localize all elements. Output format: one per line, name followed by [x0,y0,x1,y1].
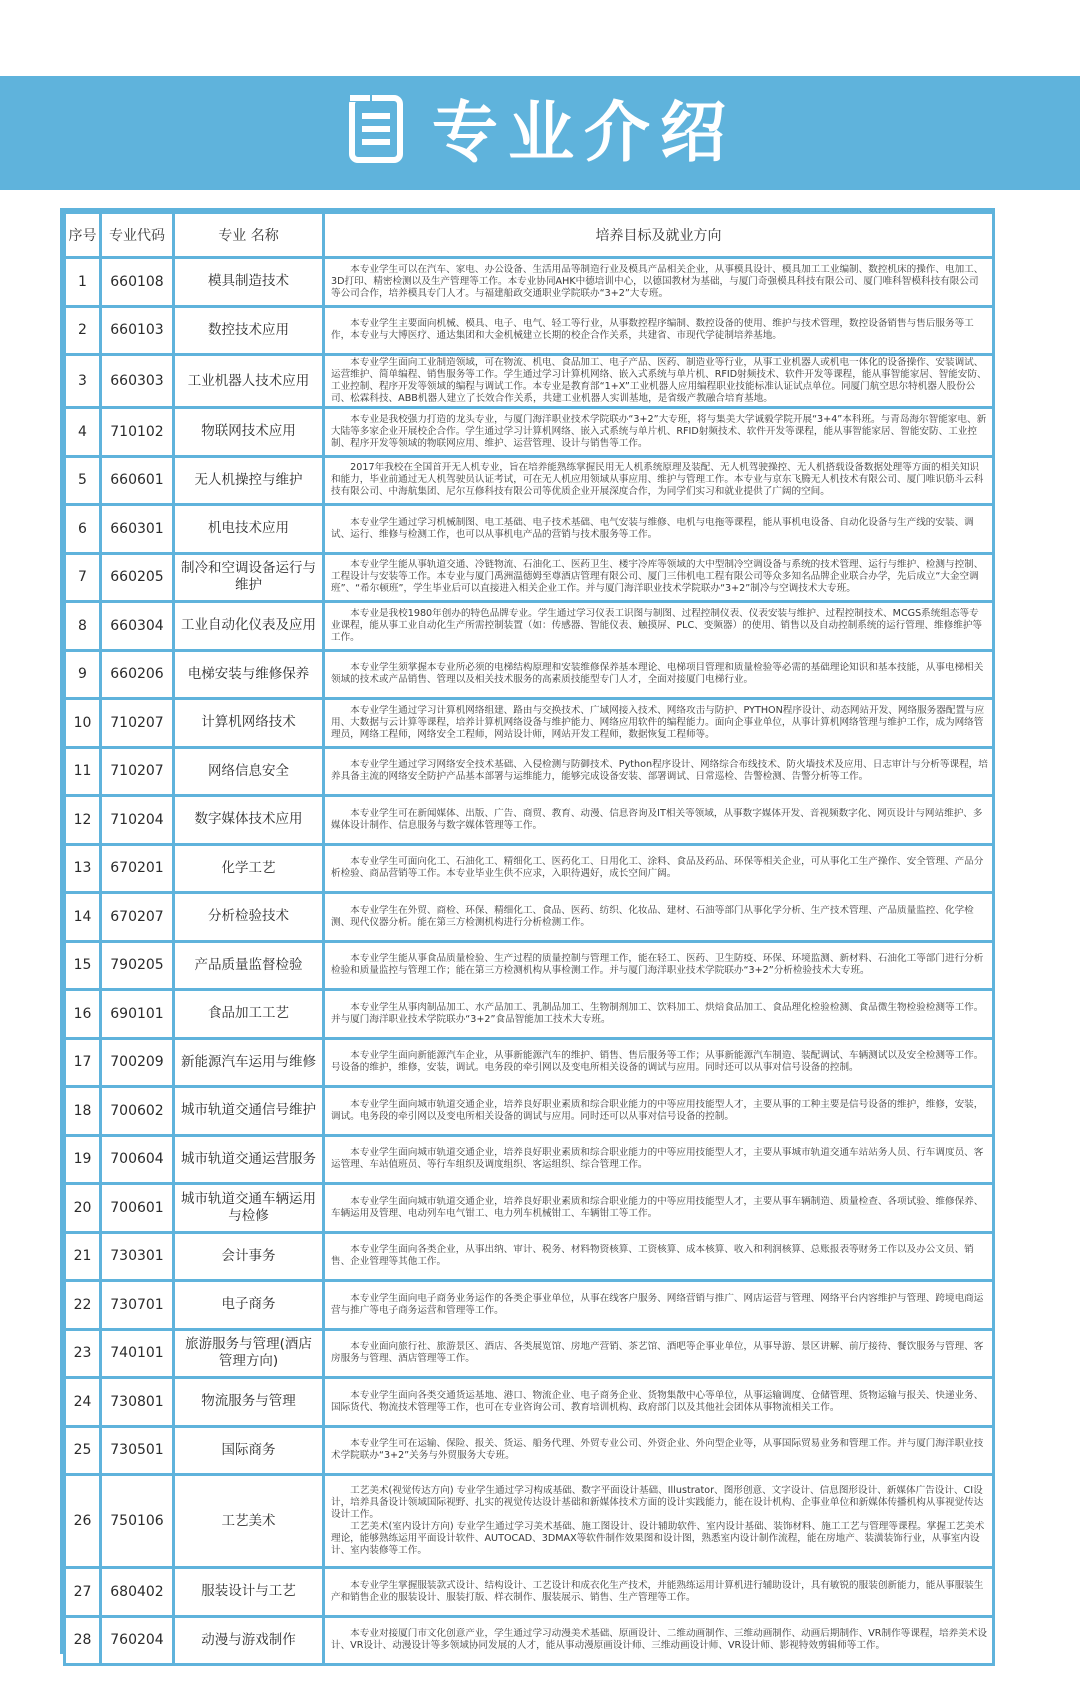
major-code: 790205 [101,941,174,990]
row-number: 27 [65,1568,101,1617]
major-name: 数字媒体技术应用 [174,796,324,845]
document-list-icon [348,92,412,168]
row-number: 7 [65,553,101,602]
row-number: 14 [65,893,101,942]
major-description: 本专业学生在外贸、商检、环保、精细化工、食品、医药、纺织、化妆品、建材、石油等部门从事化学分析、生产技术管理、产品质量监控、化学检测、现代仪器分析。能在第三方检测机构进行分析检测工作。 [324,893,994,942]
row-number: 3 [65,355,101,408]
major-code: 730501 [101,1426,174,1475]
major-name: 物联网技术应用 [174,408,324,457]
table-row [65,553,994,602]
row-number: 2 [65,306,101,355]
major-description: 2017年我校在全国首开无人机专业，旨在培养能熟练掌握民用无人机系统原理及装配、无人机驾驶操控、无人机搭载设备数据处理等方面的相关知识和能力，毕业前通过无人机驾驶员认证考试，可在无人机应用领域从事应用、维护与管理工作。本专业与京东飞腾无人机技术有限公司、厦门唯识筋斗云科技有限公司、中海航集团、尼尔互修科技有限公司等优质企业开展深度合作，为同学们实习和就业提供了广阔的空间。 [324,456,994,505]
major-description: 本专业学生面向城市轨道交通企业，培养良好职业素质和综合职业能力的中等应用技能型人才，主要从事城市轨道交通车站站务人员、行车调度员、客运管理、车站值班员、等行车组织及调度组织、客运组织、综合管理工作。 [324,1135,994,1184]
major-code: 660108 [101,258,174,307]
row-number: 23 [65,1329,101,1378]
table-row [65,1232,994,1281]
major-description: 本专业对接厦门市文化创意产业，学生通过学习动漫美术基础、原画设计、二维动画制作、三维动画制作、动画后期制作、VR制作等课程，培养美术设计、VR设计、动漫设计等多领域协同发展的人才，能从事动漫原画设计师、三维动画设计师、VR设计师、影视特效剪辑师等工作。 [324,1616,994,1665]
table-row [65,456,994,505]
major-code: 700604 [101,1135,174,1184]
major-description: 本专业学生可以在汽车、家电、办公设备、生活用品等制造行业及模具产品相关企业，从事模具设计、模具加工工业编制、数控机床的操作、电加工、3D打印、精密检测以及生产管理等工作。本专业协同AHK中德培训中心，以德国教材为基础，与厦门奇强模具科技有限公司、厦门唯科智模科技有限公司等公司合作，培养模具专门人才。与福建船政交通职业学院联办“3+2”大专班。 [324,258,994,307]
major-code: 740101 [101,1329,174,1378]
major-name: 物流服务与管理 [174,1378,324,1427]
major-description: 本专业学生通过学习网络安全技术基础、入侵检测与防御技术、Python程序设计、网络综合布线技术、防火墙技术及应用、日志审计与分析等课程，培养具备主流的网络安全防护产品基本部署与运维能力，能够完成设备安装、部署调试、日常巡检、告警检测、告警分析等工作。 [324,747,994,796]
major-description: 本专业学生面向电子商务业务运作的各类企事业单位，从事在线客户服务、网络营销与推广、网店运营与管理、网络平台内容维护与管理、跨境电商运营与推广等电子商务运营和管理等工作。 [324,1281,994,1330]
table-row [65,1281,994,1330]
row-number: 9 [65,650,101,699]
table-row [65,1378,994,1427]
major-description: 本专业是我校1980年创办的特色品牌专业。学生通过学习仪表工识图与制图、过程控制仪表、仪表安装与维护、过程控制技术、MCGS系统组态等专业课程，能从事工业自动化生产所需控制装置（如：传感器、智能仪表、触摸屏、PLC、变频器）的使用、销售以及自动控制系统的运行管理、维修维护等工作。 [324,602,994,651]
major-name: 数控技术应用 [174,306,324,355]
major-name: 化学工艺 [174,844,324,893]
major-description: 工艺美术(视觉传达方向) 专业学生通过学习构成基础、数字平面设计基础、Illustrator、图形创意、文字设计、信息图形设计、新媒体广告设计、CI设计，培养具备设计领域国际视野、扎实的视觉传达设计基础和新媒体技术方面的设计实践能力，能在设计机构、企事业单位和新媒体传播机构从事视觉传达设计工作。 工艺美术(室内设计方向) 专业学生通过学习美术基础、施工图设计、设计辅助软件、室内设计基础、装饰材料、施工工艺与管理等课程。掌握工艺美术理论，能够熟练运用平面设计软件、AUTOCAD、3DMAX等软件制作效果图和设计图，熟悉室内设计制作流程，能在房地产、装潢装饰行业，从事室内设计、室内装修等工作。 [324,1475,994,1568]
row-number: 28 [65,1616,101,1665]
major-description: 本专业面向旅行社、旅游景区、酒店、各类展览馆、房地产营销、茶艺馆、酒吧等企事业单位，从事导游、景区讲解、前厅接待、餐饮服务与管理、客房服务与管理、酒店管理等工作。 [324,1329,994,1378]
table-row [65,1087,994,1136]
table-row [65,1329,994,1378]
major-description: 本专业学生面向新能源汽车企业，从事新能源汽车的维护、销售、售后服务等工作；从事新能源汽车制造、装配调试、车辆测试以及安全检测等工作。号设备的维护，维修，安装，调试。电务段的牵引网以及变电所相关设备的调试与应用。同时还可以从事对信号设备的控制。 [324,1038,994,1087]
major-name: 电梯安装与维修保养 [174,650,324,699]
major-name: 国际商务 [174,1426,324,1475]
table-row [65,408,994,457]
major-code: 660303 [101,355,174,408]
major-table [60,208,995,1654]
major-code: 660601 [101,456,174,505]
major-description: 本专业学生从事肉制品加工、水产品加工、乳制品加工、生物制剂加工、饮料加工、烘焙食品加工、食品理化检验检测、食品微生物检验检测等工作。并与厦门海洋职业技术学院联办“3+2”食品智能加工技术大专班。 [324,990,994,1039]
table-row [65,1135,994,1184]
major-name: 电子商务 [174,1281,324,1330]
major-code: 670207 [101,893,174,942]
major-code: 660206 [101,650,174,699]
major-description: 本专业学生可在新闻媒体、出版、广告、商贸、教育、动漫、信息咨询及IT相关等领域，从事数字媒体开发、音视频数字化、网页设计与网站维护、多媒体设计制作、信息服务与数字媒体管理等工作。 [324,796,994,845]
row-number: 20 [65,1184,101,1233]
major-description: 本专业学生能从事轨道交通、冷链物流、石油化工、医药卫生、楼宇冷库等领域的大中型制冷空调设备与系统的技术管理、运行与维护、检测与控制、工程设计与安装等工作。本专业与厦门禹洲温德姆至尊酒店管理有限公司、厦门三伟机电工程有限公司等众多知名品牌企业联合办学，先后成立“大金空调班”、“希尔顿班”，学生毕业后可以直接进入相关企业工作。并与厦门海洋职业技术学院联办“3+2”制冷与空调技术大专班。 [324,553,994,602]
major-name: 城市轨道交通运营服务 [174,1135,324,1184]
major-name: 计算机网络技术 [174,699,324,748]
major-description: 本专业学生面向城市轨道交通企业，培养良好职业素质和综合职业能力的中等应用技能型人才，主要从事车辆制造、质量检查、各项试验、维修保养、车辆运用及管理、电动列车电气钳工、电力列车机械钳工、车辆钳工等工作。 [324,1184,994,1233]
major-name: 模具制造技术 [174,258,324,307]
row-number: 19 [65,1135,101,1184]
table-row [65,990,994,1039]
table-row [65,1038,994,1087]
row-number: 5 [65,456,101,505]
major-code: 710102 [101,408,174,457]
major-description: 本专业学生可面向化工、石油化工、精细化工、医药化工、日用化工、涂料、食品及药品、环保等相关企业，可从事化工生产操作、安全管理、产品分析检验、商品营销等工作。本专业毕业生供不应求，入职待遇好，成长空间广阔。 [324,844,994,893]
major-name: 机电技术应用 [174,505,324,554]
table-row [65,1426,994,1475]
major-code: 660301 [101,505,174,554]
row-number: 11 [65,747,101,796]
major-name: 城市轨道交通车辆运用与检修 [174,1184,324,1233]
table-row [65,844,994,893]
major-description: 本专业学生面向各类交通货运基地、港口、物流企业、电子商务企业、货物集散中心等单位，从事运输调度、仓储管理、货物运输与报关、快递业务、国际货代、物流技术管理等工作，也可在专业咨询公司、教育培训机构、政府部门以及其他社会团体从事物流相关工作。 [324,1378,994,1427]
major-code: 660304 [101,602,174,651]
row-number: 6 [65,505,101,554]
major-code: 730701 [101,1281,174,1330]
row-number: 25 [65,1426,101,1475]
major-name: 会计事务 [174,1232,324,1281]
major-name: 新能源汽车运用与维修 [174,1038,324,1087]
major-code: 750106 [101,1475,174,1568]
col-header-no: 序号 [65,213,101,258]
table-row [65,1475,994,1568]
major-name: 工业自动化仪表及应用 [174,602,324,651]
table-row [65,747,994,796]
table-row [65,796,994,845]
table-row [65,258,994,307]
major-description: 本专业学生主要面向机械、模具、电子、电气、轻工等行业，从事数控程序编制、数控设备的使用、维护与技术管理，数控设备销售与售后服务等工作，本专业与大博医疗、通达集团和大金机械建立长期的校企合作关系，共建省、市现代学徒制培养基地。 [324,306,994,355]
row-number: 17 [65,1038,101,1087]
table-row [65,893,994,942]
major-description: 本专业学生通过学习计算机网络组建、路由与交换技术、广域网接入技术、网络攻击与防护、PYTHON程序设计、动态网站开发、网络服务器配置与应用、大数据与云计算等课程，培养计算机网络设备与维护能力、网络应用软件的编程能力。面向企事业单位，从事计算机网络管理与维护工作，成为网络管理员，网络工程师，网络安全工程师，网站设计师，网站开发工程师，数据恢复工程师等。 [324,699,994,748]
col-header-code: 专业代码 [101,213,174,258]
major-code: 700602 [101,1087,174,1136]
major-description: 本专业学生面向城市轨道交通企业，培养良好职业素质和综合职业能力的中等应用技能型人才，主要从事的工种主要是信号设备的维护，维修，安装，调试。电务段的牵引网以及变电所相关设备的调试与应用。同时还可以从事对信号设备的控制。 [324,1087,994,1136]
major-code: 670201 [101,844,174,893]
table-row [65,306,994,355]
row-number: 13 [65,844,101,893]
row-number: 16 [65,990,101,1039]
major-code: 710207 [101,699,174,748]
table-row [65,1616,994,1665]
major-code: 730801 [101,1378,174,1427]
table-row [65,1184,994,1233]
major-description: 本专业学生面向工业制造领域，可在物流、机电、食品加工、电子产品、医药、制造业等行业，从事工业机器人或机电一体化的设备操作、安装调试、运营维护、简单编程、销售服务等工作。学生通过学习计算机网络、嵌入式系统与单片机、RFID射频技术、软件开发等课程，能从事智能家居、智能安防、工业控制、程序开发等领域的编程与调试工作。本专业是教育部“1+X”工业机器人应用编程职业技能标准认证试点单位。同厦门航空思尔特机器人股份公司、松霖科技、ABB机器人建立了长效合作关系，共建工业机器人实训基地，是省级产教融合培育基地。 [324,355,994,408]
major-code: 730301 [101,1232,174,1281]
row-number: 10 [65,699,101,748]
row-number: 12 [65,796,101,845]
major-name: 工艺美术 [174,1475,324,1568]
major-code: 660205 [101,553,174,602]
major-name: 城市轨道交通信号维护 [174,1087,324,1136]
major-name: 无人机操控与维护 [174,456,324,505]
table-row [65,941,994,990]
table-row [65,602,994,651]
major-code: 700601 [101,1184,174,1233]
row-number: 26 [65,1475,101,1568]
major-code: 710207 [101,747,174,796]
row-number: 15 [65,941,101,990]
col-header-name: 专业 名称 [174,213,324,258]
major-code: 680402 [101,1568,174,1617]
major-name: 动漫与游戏制作 [174,1616,324,1665]
row-number: 8 [65,602,101,651]
major-description: 本专业是我校强力打造的龙头专业，与厦门海洋职业技术学院联办“3+2”大专班，将与集美大学诚毅学院开展“3+4”本科班。与青岛海尔智能家电、新大陆等多家企业开展校企合作。学生通过学习计算机网络、嵌入式系统与单片机、RFID射频技术、软件开发等课程，能从事智能家居、智能安防、工业控制、程序开发等领域的物联网应用、维护、运营管理、设计与销售等工作。 [324,408,994,457]
table-row [65,650,994,699]
major-description: 本专业学生通过学习机械制图、电工基础、电子技术基础、电气安装与维修、电机与电拖等课程，能从事机电设备、自动化设备与生产线的安装、调试、运行、维修与检测工作，也可以从事机电产品的营销与技术服务等工作。 [324,505,994,554]
major-code: 700209 [101,1038,174,1087]
row-number: 21 [65,1232,101,1281]
major-name: 服装设计与工艺 [174,1568,324,1617]
major-name: 分析检验技术 [174,893,324,942]
header-banner [0,76,1080,190]
major-name: 产品质量监督检验 [174,941,324,990]
major-code: 760204 [101,1616,174,1665]
row-number: 4 [65,408,101,457]
row-number: 22 [65,1281,101,1330]
row-number: 18 [65,1087,101,1136]
major-name: 工业机器人技术应用 [174,355,324,408]
table-row [65,1568,994,1617]
major-name: 网络信息安全 [174,747,324,796]
major-name: 食品加工工艺 [174,990,324,1039]
table-row [65,699,994,748]
page-title: 专业介绍 [432,94,736,171]
major-description: 本专业学生掌握服装款式设计、结构设计、工艺设计和成衣化生产技术，并能熟练运用计算机进行辅助设计，具有敏锐的服装创新能力，能从事服装生产和销售企业的服装设计、服装打版、样衣制作、服装展示、销售、生产管理等工作。 [324,1568,994,1617]
major-name: 制冷和空调设备运行与维护 [174,553,324,602]
major-code: 660103 [101,306,174,355]
row-number: 24 [65,1378,101,1427]
col-header-desc: 培养目标及就业方向 [324,213,994,258]
table-row [65,355,994,408]
major-description: 本专业学生须掌握本专业所必须的电梯结构原理和安装维修保养基本理论、电梯项目管理和质量检验等必需的基础理论知识和基本技能，从事电梯相关领域的技术或产品销售、管理以及相关技术服务的高素质技能型专门人才，全面对接厦门电梯行业。 [324,650,994,699]
major-description: 本专业学生可在运输、保险、报关、货运、船务代理、外贸专业公司、外资企业、外向型企业等，从事国际贸易业务和管理工作。并与厦门海洋职业技术学院联办“3+2”关务与外贸服务大专班。 [324,1426,994,1475]
major-name: 旅游服务与管理(酒店管理方向) [174,1329,324,1378]
major-code: 710204 [101,796,174,845]
major-description: 本专业学生面向各类企业，从事出纳、审计、税务、材料物资核算、工资核算、成本核算、收入和利润核算、总账报表等财务工作以及办公文员、销售、企业管理等其他工作。 [324,1232,994,1281]
table-header-row [65,213,994,258]
major-code: 690101 [101,990,174,1039]
row-number: 1 [65,258,101,307]
major-description: 本专业学生能从事食品质量检验、生产过程的质量控制与管理工作，能在轻工、医药、卫生防疫、环保、环境监测、新材料、石油化工等部门进行分析检验和质量监控与管理工作；能在第三方检测机构从事检测工作。并与厦门海洋职业技术学院联办“3+2”分析检验技术大专班。 [324,941,994,990]
table-row [65,505,994,554]
